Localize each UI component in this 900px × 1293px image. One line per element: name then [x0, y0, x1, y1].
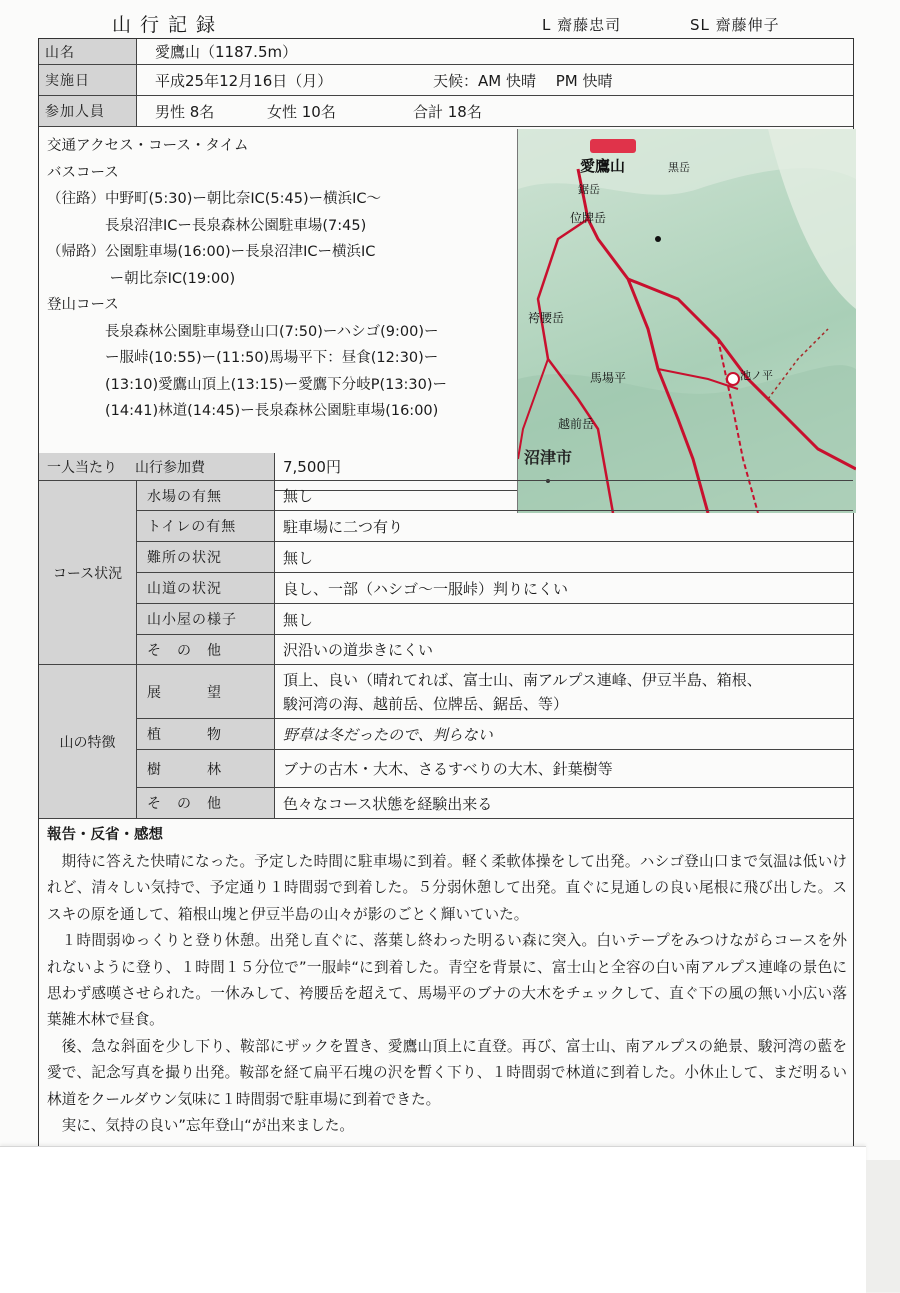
course-row — [39, 481, 853, 511]
course-row — [39, 511, 853, 542]
map-label: 越前岳 — [558, 417, 595, 431]
climb-line: (14:41)林道(14:45)ー長泉森林公園駐車場(16:00) — [47, 403, 439, 419]
cost-label — [39, 453, 275, 480]
features-item-value: ブナの古木・大木、さるすべりの大木、針葉樹等 — [283, 760, 613, 778]
header — [0, 8, 900, 38]
climb-heading: 登山コース — [47, 297, 119, 313]
page-title: 山行記録 — [112, 14, 225, 36]
course-row — [39, 542, 853, 573]
access-heading: 交通アクセス・コース・タイム — [47, 138, 249, 154]
map-label: 沼津市 — [524, 448, 573, 467]
features-item-value — [283, 665, 762, 718]
features-item-label: 樹 林 — [137, 750, 275, 787]
features-row — [39, 788, 853, 819]
date-value: 平成25年12月16日（月） — [155, 71, 333, 90]
date-row — [39, 65, 853, 96]
bus-line: （往路）中野町(5:30)ー朝比奈IC(5:45)ー横浜IC〜 — [47, 191, 382, 207]
date-label: 実施日 — [39, 65, 137, 95]
features-item-label: 展 望 — [137, 665, 275, 718]
course-row — [39, 573, 853, 604]
features-item-label: そ の 他 — [137, 788, 275, 818]
features-row — [39, 665, 853, 719]
course-group-label: コース状況 — [39, 481, 137, 665]
course-item-value: 無し — [283, 548, 314, 567]
report-paragraph: 期待に答えた快晴になった。予定した時間に駐車場に到着。軽く柔軟体操をして出発。ハシゴ登山口まで気温は低いけれど、清々しい気持で、予定通り１時間弱で到着した。５分弱休憩して出発。直ぐに見通しの良い尾根に飛び出した。ススキの原を通して、箱根山塊と伊豆半島の山々が影のごとく輝いていた。 — [47, 853, 847, 923]
course-row — [39, 635, 853, 665]
features-view-line: 頂上、良い（晴れてれば、富士山、南アルプス連峰、伊豆半島、箱根、 — [283, 670, 762, 689]
members-total: 合計 18名 — [413, 102, 482, 121]
record-table — [38, 38, 854, 1160]
paper-edge — [866, 1160, 900, 1292]
course-item-label: そ の 他 — [137, 635, 275, 664]
course-item-value: 無し — [283, 610, 314, 629]
weather-value: 天候：AM 快晴 PM 快晴 — [433, 71, 613, 90]
climb-line: 長泉森林公園駐車場登山口(7:50)ーハシゴ(9:00)ー — [47, 323, 439, 340]
cost-label-b: 山行参加費 — [135, 459, 205, 476]
access-text — [47, 133, 447, 425]
map-label: 位牌岳 — [570, 211, 607, 225]
features-item-value: 色々なコース状態を経験出来る — [283, 794, 493, 813]
features-item-label: 植 物 — [137, 719, 275, 749]
cost-row — [39, 453, 853, 481]
report-heading: 報告・反省・感想 — [47, 827, 163, 843]
course-item-label: 山道の状況 — [137, 573, 275, 603]
features-view-line: 駿河湾の海、越前岳、位牌岳、鋸岳、等） — [283, 694, 569, 713]
map-label: 袴腰岳 — [528, 311, 565, 325]
course-item-label: 水場の有無 — [137, 481, 275, 510]
bus-heading: バスコース — [47, 164, 119, 181]
members-row — [39, 96, 853, 127]
leader-name: L 齋藤忠司 — [542, 16, 622, 34]
course-row — [39, 604, 853, 635]
members-label: 参加人員 — [39, 96, 137, 126]
features-group-label: 山の特徴 — [39, 665, 137, 819]
bus-line: 長泉沼津ICー長泉森林公園駐車場(7:45) — [47, 217, 367, 234]
mountain-label: 山名 — [39, 39, 137, 64]
report-paragraph: 後、急な斜面を少し下り、鞍部にザックを置き、愛鷹山頂上に直登。再び、富士山、南アルプスの絶景、駿河湾の藍を愛で、記念写真を撮り出発。鞍部を経て扁平石塊の沢を暫く下り、１時間弱で林道に到着した。小休止して、まだ明るい林道をクールダウン気味に１時間弱で駐車場に到着できた。 — [47, 1037, 847, 1108]
course-item-value: 駐車場に二つ有り — [283, 517, 404, 536]
map-label: 黒岳 — [668, 161, 690, 174]
features-item-value: 野草は冬だったので、判らない — [283, 725, 493, 744]
members-male: 男性 8名 — [155, 102, 215, 121]
report-paragraph: １時間弱ゆっくりと登り休憩。出発し直ぐに、落葉し終わった明るい森に突入。白いテープをみつけながらコースを外れないように登り、１時間１５分位で”一服峠“に到着した。青空を背景に、富士山と全容の白い南アルプス連峰の景色に思わず感嘆させられた。一休みして、袴腰岳を超えて、馬場平のブナの大木をチェックして、直ぐ下の風の無い小広い落葉雑木林で昼食。 — [47, 932, 847, 1029]
climb-line: ー服峠(10:55)ー(11:50)馬場平下：昼食(12:30)ー — [47, 350, 439, 366]
report-body — [47, 849, 847, 1139]
features-row — [39, 750, 853, 788]
course-item-value: 良し、一部（ハシゴ〜一服峠）判りにくい — [283, 579, 569, 598]
cost-value: 7,500円 — [283, 458, 341, 476]
bus-line: ー朝比奈IC(19:00) — [47, 270, 236, 287]
sub-leader-name: SL 齋藤伸子 — [690, 16, 780, 34]
report-paragraph: 実に、気持の良い”忘年登山“が出来ました。 — [61, 1117, 354, 1135]
blank-paper — [0, 1146, 866, 1293]
course-item-label: 山小屋の様子 — [137, 604, 275, 634]
cost-label-a: 一人当たり — [47, 459, 117, 476]
course-item-label: 難所の状況 — [137, 542, 275, 572]
course-item-label: トイレの有無 — [137, 511, 275, 541]
map-label: 鋸岳 — [578, 183, 600, 196]
mountain-value: 愛鷹山（1187.5m） — [155, 43, 298, 61]
course-item-value: 無し — [283, 487, 314, 505]
map-label: 池ノ平 — [740, 369, 773, 382]
members-female: 女性 10名 — [267, 102, 336, 121]
map-label: 愛鷹山 — [580, 157, 626, 175]
course-item-value: 沢沿いの道歩きにくい — [283, 641, 434, 659]
mountain-row — [39, 39, 853, 65]
climb-line: (13:10)愛鷹山頂上(13:15)ー愛鷹下分岐P(13:30)ー — [47, 376, 448, 393]
bus-line: （帰路）公園駐車場(16:00)ー長泉沼津ICー横浜IC — [47, 244, 376, 260]
map-label: 馬場平 — [590, 371, 627, 385]
features-row — [39, 719, 853, 750]
